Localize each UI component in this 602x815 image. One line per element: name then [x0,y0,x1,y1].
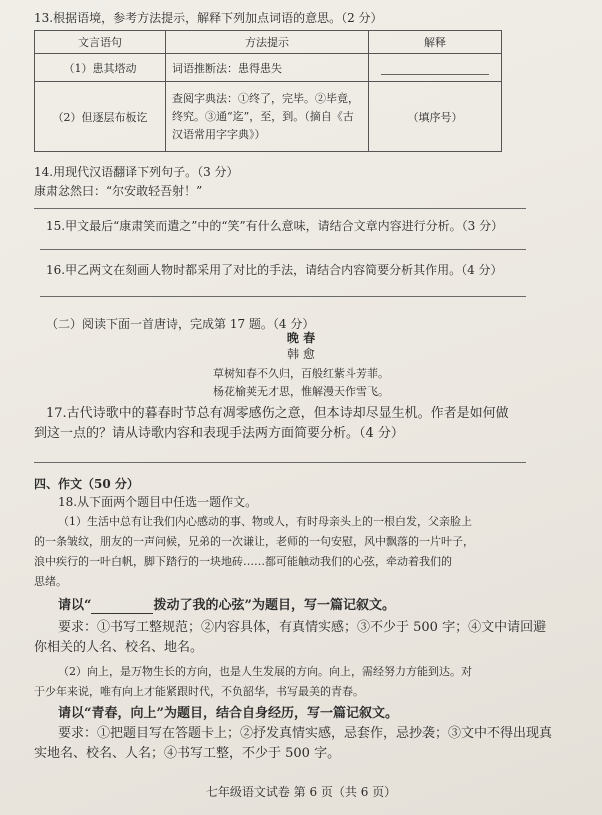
topic2-prompt: 请以“青春，向上”为题目，结合自身经历，写一篇记叙文。 [58,706,398,721]
q13-row1-hint: 词语推断法：患得患失 [166,54,369,82]
q14-title: 14.用现代汉语翻译下列句子。（3 分） [34,165,239,179]
section2-intro: （二）阅读下面一首唐诗，完成第 17 题。（4 分） [46,317,315,331]
q15-title: 15.甲文最后“康肃笑而遣之”中的“笑”有什么意味，请结合文章内容进行分析。（3 分） [46,219,504,233]
q13-title: 13.根据语境，参考方法提示，解释下列加点词语的意思。（2 分） [34,11,383,25]
q18-intro: 18.从下面两个题目中任选一题作文。 [58,495,258,509]
topic2-line-1: （2）向上，是万物生长的方向，也是人生发展的方向。向上，需经努力方能到达。对 [58,665,472,678]
q13-row2-hint: 查阅字典法：①终了，完毕。②毕竟，终究。③通“迄”，至，到。（摘自《古汉语常用字字典》） [166,82,369,152]
topic1-prompt-prefix: 请以“ [58,598,92,613]
section4-title: 四、作文（50 分） [34,477,139,491]
topic1-line-4: 思绪。 [34,575,67,588]
poem-title: 晚 春 [286,331,316,345]
topic1-line-1: （1）生活中总有让我们内心感动的事、物或人，有时母亲头上的一根白发，父亲脸上 [58,515,472,528]
poem-line-1: 草树知春不久归，百般红紫斗芳菲。 [213,367,389,380]
topic1-requirements-1: 要求：①书写工整规范；②内容具体，有真情实感；③不少于 500 字；④文中请回避 [58,620,547,635]
q13-table [34,30,502,152]
q13-row1-answer-line[interactable] [381,60,489,75]
topic1-line-3: 浪中疾行的一叶白帆，脚下踏行的一块地砖……都可能触动我们的心弦，牵动着我们的 [34,555,452,568]
topic1-requirements-2: 你相关的人名、校名、地名。 [34,640,204,655]
q17-line-1: 17.古代诗歌中的暮春时节总有凋零感伤之意，但本诗却尽显生机。作者是如何做 [46,406,509,421]
poem-line-2: 杨花榆荚无才思，惟解漫天作雪飞。 [213,385,389,398]
q16-answer-line[interactable] [40,296,526,297]
q17-line-2: 到这一点的？请从诗歌内容和表现手法两方面简要分析。（4 分） [34,426,404,441]
q16-title: 16.甲乙两文在刻画人物时都采用了对比的手法，请结合内容简要分析其作用。（4 分） [46,263,503,277]
q14-answer-line[interactable] [34,208,526,209]
q13-row1-sentence: （1）患其塔动 [35,54,166,82]
poem-author: 韩 愈 [287,347,315,361]
q13-header-sentence: 文言语句 [35,31,166,54]
page-footer: 七年级语文试卷 第 6 页（共 6 页） [205,785,397,799]
q13-row2-sentence: （2）但逐层布板讫 [35,82,166,152]
topic1-prompt [58,598,395,614]
q13-row2-answer[interactable]: （填序号） [369,82,502,152]
q13-header-hint: 方法提示 [166,31,369,54]
q13-header-answer: 解释 [369,31,502,54]
q13-row-1 [35,54,502,82]
q15-answer-line[interactable] [40,249,526,250]
q13-row-2 [35,82,502,152]
q13-header-row [35,31,502,54]
q17-answer-line[interactable] [34,462,526,463]
topic2-line-2: 于少年来说，唯有向上才能紧跟时代，不负韶华，书写最美的青春。 [34,685,364,698]
q14-sentence: 康肃忿然曰：“尔安敢轻吾射！” [34,184,203,198]
topic2-requirements-1: 要求：①把题目写在答题卡上；②抒发真情实感，忌套作，忌抄袭；③文中不得出现真 [58,726,553,741]
topic1-line-2: 的一条皱纹，朋友的一声问候，兄弟的一次谦让，老师的一句安慰，风中飘落的一片叶子， [34,535,474,548]
topic1-title-blank[interactable] [91,601,153,614]
q13-row1-answer-cell [369,54,502,82]
topic1-prompt-suffix: 拨动了我的心弦”为题目，写一篇记叙文。 [153,598,395,613]
topic2-requirements-2: 实地名、校名、人名；④书写工整，不少于 500 字。 [34,746,341,761]
